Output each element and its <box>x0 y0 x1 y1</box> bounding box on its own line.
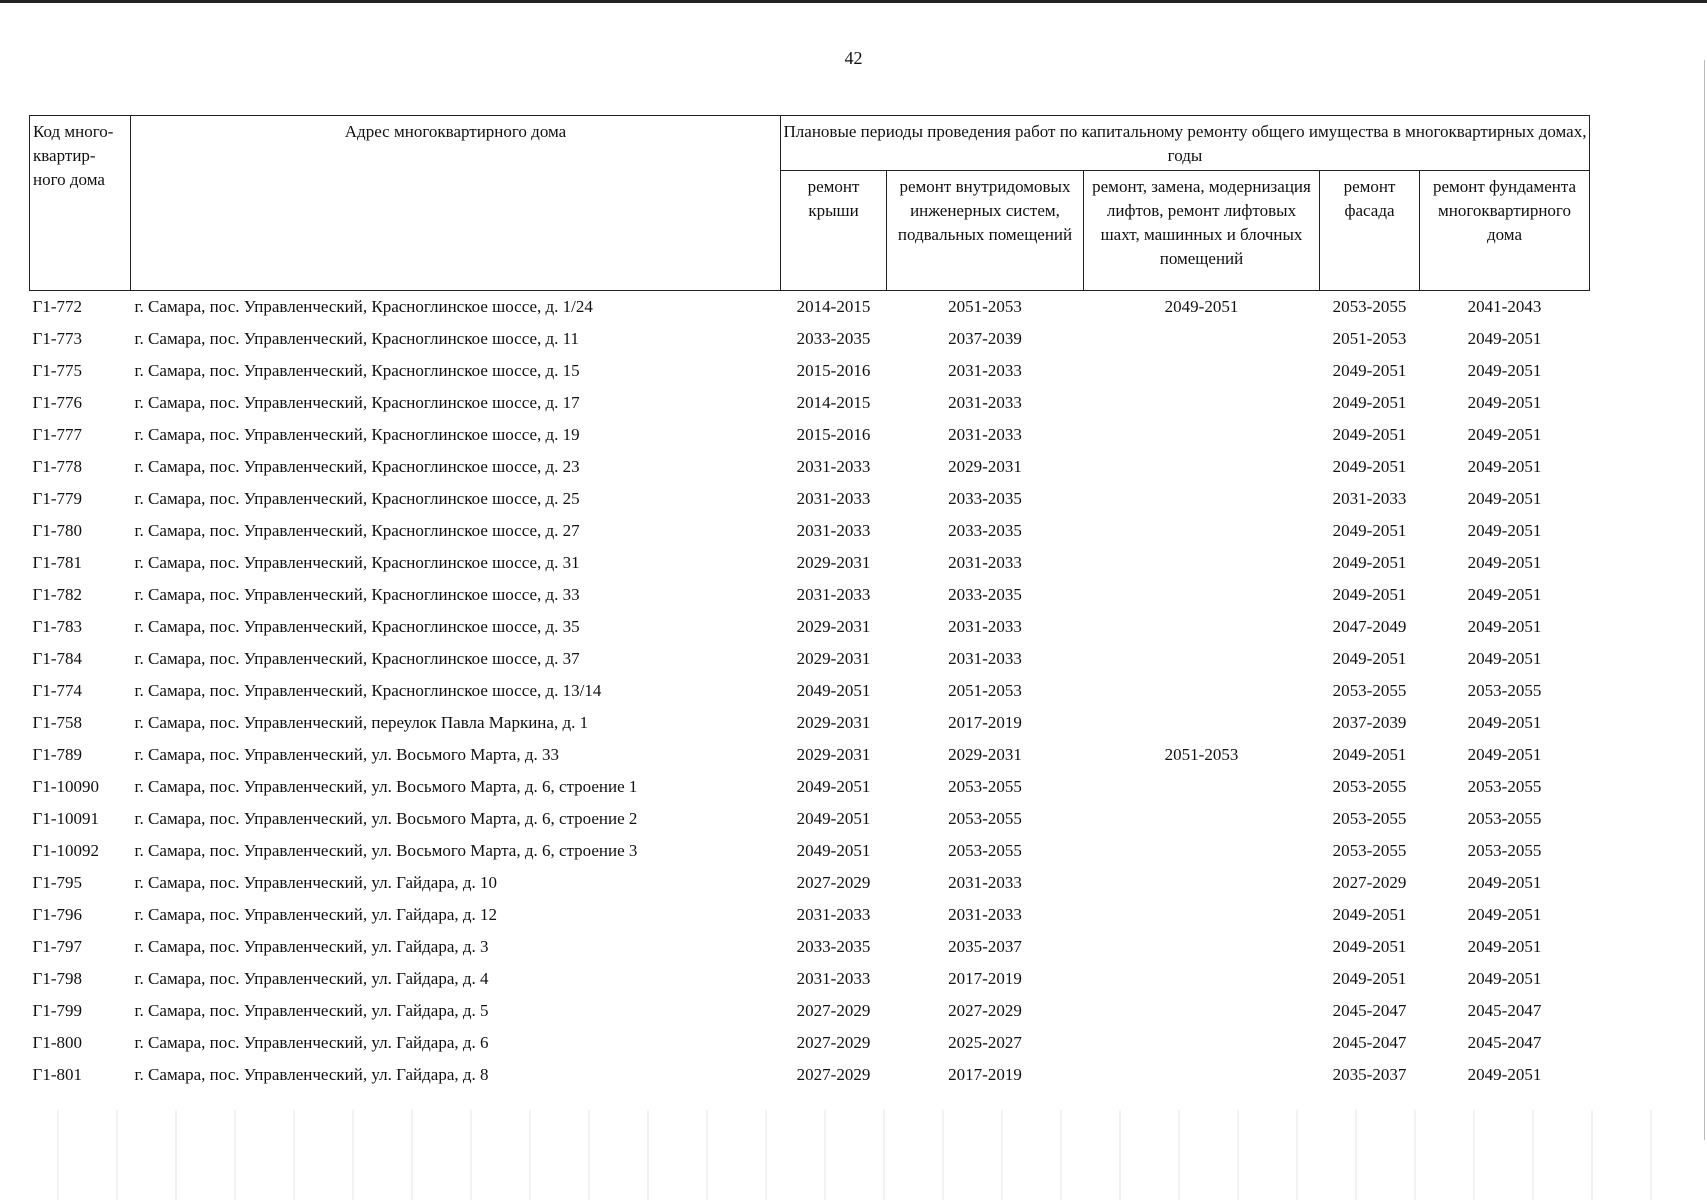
header-facade: ремонт фасада <box>1320 171 1420 291</box>
cell-foundation: 2049-2051 <box>1467 329 1542 348</box>
cell-foundation: 2049-2051 <box>1467 585 1542 604</box>
cell-engineering: 2031-2033 <box>948 425 1022 444</box>
cell-facade: 2037-2039 <box>1332 713 1407 732</box>
cell-foundation: 2049-2051 <box>1467 489 1542 508</box>
table-row <box>30 451 1590 483</box>
cell-foundation: 2053-2055 <box>1467 777 1542 796</box>
cell-code: Г1-800 <box>32 1033 82 1052</box>
scan-right-edge <box>1704 60 1705 1140</box>
cell-foundation: 2049-2051 <box>1467 457 1542 476</box>
cell-address: г. Самара, пос. Управленческий, переулок Павла Маркина, д. 1 <box>134 713 589 732</box>
cell-elevators <box>1084 867 1320 899</box>
cell-roof: 2027-2029 <box>796 1065 871 1084</box>
cell-elevators <box>1084 963 1320 995</box>
cell-elevators: 2051-2053 <box>1164 745 1239 764</box>
cell-roof: 2031-2033 <box>796 585 871 604</box>
table-row <box>30 707 1590 739</box>
cell-engineering: 2037-2039 <box>948 329 1022 348</box>
table-body <box>30 291 1590 1092</box>
cell-address: г. Самара, пос. Управленческий, Красноглинское шоссе, д. 33 <box>134 585 580 604</box>
cell-foundation: 2049-2051 <box>1467 553 1542 572</box>
cell-code: Г1-784 <box>32 649 82 668</box>
cell-roof: 2031-2033 <box>796 521 871 540</box>
cell-roof: 2027-2029 <box>796 1001 871 1020</box>
cell-code: Г1-789 <box>32 745 82 764</box>
table-row <box>30 355 1590 387</box>
cell-address: г. Самара, пос. Управленческий, Красноглинское шоссе, д. 1/24 <box>134 297 593 316</box>
table-row <box>30 963 1590 995</box>
cell-address: г. Самара, пос. Управленческий, ул. Гайдара, д. 6 <box>134 1033 489 1052</box>
cell-code: Г1-795 <box>32 873 82 892</box>
cell-elevators <box>1084 643 1320 675</box>
cell-foundation: 2049-2051 <box>1467 713 1542 732</box>
cell-address: г. Самара, пос. Управленческий, ул. Гайдара, д. 12 <box>134 905 498 924</box>
cell-facade: 2049-2051 <box>1332 905 1407 924</box>
cell-foundation: 2049-2051 <box>1467 649 1542 668</box>
cell-elevators <box>1084 675 1320 707</box>
cell-address: г. Самара, пос. Управленческий, Красноглинское шоссе, д. 17 <box>134 393 580 412</box>
cell-elevators <box>1084 931 1320 963</box>
cell-elevators <box>1084 515 1320 547</box>
cell-elevators <box>1084 835 1320 867</box>
cell-code: Г1-10090 <box>32 777 99 796</box>
cell-code: Г1-796 <box>32 905 82 924</box>
cell-code: Г1-782 <box>32 585 82 604</box>
cell-engineering: 2035-2037 <box>948 937 1022 956</box>
cell-roof: 2014-2015 <box>796 393 871 412</box>
cell-address: г. Самара, пос. Управленческий, Красноглинское шоссе, д. 37 <box>134 649 580 668</box>
cell-foundation: 2053-2055 <box>1467 681 1542 700</box>
cell-address: г. Самара, пос. Управленческий, Красноглинское шоссе, д. 19 <box>134 425 580 444</box>
cell-code: Г1-783 <box>32 617 82 636</box>
cell-code: Г1-780 <box>32 521 82 540</box>
cell-address: г. Самара, пос. Управленческий, ул. Гайдара, д. 8 <box>134 1065 489 1084</box>
cell-elevators <box>1084 771 1320 803</box>
cell-code: Г1-778 <box>32 457 82 476</box>
cell-elevators <box>1084 387 1320 419</box>
cell-foundation: 2049-2051 <box>1467 393 1542 412</box>
cell-engineering: 2031-2033 <box>948 649 1022 668</box>
cell-foundation: 2053-2055 <box>1467 809 1542 828</box>
cell-engineering: 2031-2033 <box>948 393 1022 412</box>
cell-address: г. Самара, пос. Управленческий, Красноглинское шоссе, д. 35 <box>134 617 580 636</box>
cell-code: Г1-799 <box>32 1001 82 1020</box>
cell-roof: 2049-2051 <box>796 841 871 860</box>
cell-code: Г1-772 <box>32 297 82 316</box>
cell-address: г. Самара, пос. Управленческий, Красноглинское шоссе, д. 25 <box>134 489 580 508</box>
cell-roof: 2015-2016 <box>796 361 871 380</box>
cell-elevators <box>1084 1059 1320 1091</box>
table-row <box>30 643 1590 675</box>
cell-facade: 2053-2055 <box>1332 809 1407 828</box>
cell-engineering: 2053-2055 <box>948 809 1022 828</box>
cell-address: г. Самара, пос. Управленческий, Красноглинское шоссе, д. 11 <box>134 329 580 348</box>
cell-engineering: 2027-2029 <box>948 1001 1022 1020</box>
cell-engineering: 2031-2033 <box>948 873 1022 892</box>
cell-roof: 2029-2031 <box>796 553 871 572</box>
cell-code: Г1-758 <box>32 713 82 732</box>
cell-elevators <box>1084 803 1320 835</box>
cell-facade: 2049-2051 <box>1332 425 1407 444</box>
header-engineering: ремонт внутридомовых инженерных систем, подвальных помещений <box>887 171 1084 291</box>
cell-foundation: 2049-2051 <box>1467 1065 1542 1084</box>
header-periods: Плановые периоды проведения работ по капитальному ремонту общего имущества в многоквартирных домах, годы <box>781 116 1590 171</box>
cell-foundation: 2049-2051 <box>1467 969 1542 988</box>
cell-engineering: 2051-2053 <box>948 297 1022 316</box>
header-roof: ремонт крыши <box>781 171 887 291</box>
cell-roof: 2033-2035 <box>796 937 871 956</box>
cell-facade: 2047-2049 <box>1332 617 1407 636</box>
cell-address: г. Самара, пос. Управленческий, ул. Восьмого Марта, д. 33 <box>134 745 559 764</box>
cell-foundation: 2049-2051 <box>1467 905 1542 924</box>
cell-facade: 2053-2055 <box>1332 681 1407 700</box>
table-row <box>30 547 1590 579</box>
cell-facade: 2049-2051 <box>1332 649 1407 668</box>
cell-foundation: 2049-2051 <box>1467 425 1542 444</box>
cell-facade: 2049-2051 <box>1332 969 1407 988</box>
cell-foundation: 2041-2043 <box>1467 297 1542 316</box>
table-row <box>30 739 1590 771</box>
cell-elevators <box>1084 547 1320 579</box>
table-row <box>30 291 1590 324</box>
cell-foundation: 2049-2051 <box>1467 745 1542 764</box>
cell-elevators <box>1084 899 1320 931</box>
table-row <box>30 931 1590 963</box>
cell-facade: 2049-2051 <box>1332 393 1407 412</box>
cell-roof: 2031-2033 <box>796 457 871 476</box>
table-row <box>30 387 1590 419</box>
cell-foundation: 2049-2051 <box>1467 617 1542 636</box>
cell-elevators: 2049-2051 <box>1164 297 1239 316</box>
cell-code: Г1-774 <box>32 681 82 700</box>
cell-elevators <box>1084 451 1320 483</box>
cell-roof: 2031-2033 <box>796 905 871 924</box>
table-row <box>30 323 1590 355</box>
cell-facade: 2051-2053 <box>1332 329 1407 348</box>
page-number: 42 <box>844 48 863 68</box>
cell-foundation: 2049-2051 <box>1467 361 1542 380</box>
cell-address: г. Самара, пос. Управленческий, ул. Гайдара, д. 4 <box>134 969 489 988</box>
cell-facade: 2049-2051 <box>1332 585 1407 604</box>
cell-roof: 2049-2051 <box>796 809 871 828</box>
scan-noise <box>0 1110 1707 1200</box>
cell-address: г. Самара, пос. Управленческий, Красноглинское шоссе, д. 27 <box>134 521 580 540</box>
cell-engineering: 2053-2055 <box>948 841 1022 860</box>
cell-engineering: 2033-2035 <box>948 489 1022 508</box>
cell-facade: 2027-2029 <box>1332 873 1407 892</box>
cell-code: Г1-798 <box>32 969 82 988</box>
header-foundation: ремонт фундамента многоквартирного дома <box>1420 171 1590 291</box>
cell-facade: 2049-2051 <box>1332 937 1407 956</box>
cell-facade: 2053-2055 <box>1332 777 1407 796</box>
table-row <box>30 1027 1590 1059</box>
cell-engineering: 2025-2027 <box>948 1033 1022 1052</box>
table-row <box>30 611 1590 643</box>
table-row <box>30 675 1590 707</box>
cell-address: г. Самара, пос. Управленческий, Красноглинское шоссе, д. 13/14 <box>134 681 602 700</box>
cell-elevators <box>1084 419 1320 451</box>
cell-facade: 2045-2047 <box>1332 1033 1407 1052</box>
cell-code: Г1-801 <box>32 1065 82 1084</box>
cell-elevators <box>1084 323 1320 355</box>
cell-engineering: 2031-2033 <box>948 617 1022 636</box>
cell-elevators <box>1084 579 1320 611</box>
cell-facade: 2045-2047 <box>1332 1001 1407 1020</box>
cell-code: Г1-775 <box>32 361 82 380</box>
cell-code: Г1-776 <box>32 393 82 412</box>
cell-facade: 2049-2051 <box>1332 457 1407 476</box>
cell-facade: 2053-2055 <box>1332 841 1407 860</box>
cell-roof: 2029-2031 <box>796 713 871 732</box>
cell-engineering: 2031-2033 <box>948 905 1022 924</box>
cell-code: Г1-10091 <box>32 809 99 828</box>
table-row <box>30 995 1590 1027</box>
cell-engineering: 2031-2033 <box>948 553 1022 572</box>
cell-roof: 2033-2035 <box>796 329 871 348</box>
cell-elevators <box>1084 707 1320 739</box>
cell-elevators <box>1084 1027 1320 1059</box>
cell-facade: 2035-2037 <box>1332 1065 1407 1084</box>
table-row <box>30 771 1590 803</box>
cell-address: г. Самара, пос. Управленческий, ул. Гайдара, д. 10 <box>134 873 498 892</box>
cell-engineering: 2017-2019 <box>948 713 1022 732</box>
cell-foundation: 2045-2047 <box>1467 1033 1542 1052</box>
cell-roof: 2015-2016 <box>796 425 871 444</box>
cell-elevators <box>1084 995 1320 1027</box>
cell-engineering: 2033-2035 <box>948 585 1022 604</box>
cell-address: г. Самара, пос. Управленческий, Красноглинское шоссе, д. 31 <box>134 553 580 572</box>
cell-roof: 2027-2029 <box>796 873 871 892</box>
cell-code: Г1-10092 <box>32 841 99 860</box>
cell-roof: 2029-2031 <box>796 649 871 668</box>
cell-engineering: 2051-2053 <box>948 681 1022 700</box>
cell-roof: 2014-2015 <box>796 297 871 316</box>
capital-repair-schedule-table <box>29 115 1590 1091</box>
cell-facade: 2049-2051 <box>1332 553 1407 572</box>
cell-facade: 2053-2055 <box>1332 297 1407 316</box>
cell-engineering: 2029-2031 <box>948 745 1022 764</box>
table-row <box>30 867 1590 899</box>
cell-roof: 2029-2031 <box>796 617 871 636</box>
cell-engineering: 2033-2035 <box>948 521 1022 540</box>
cell-elevators <box>1084 483 1320 515</box>
cell-foundation: 2045-2047 <box>1467 1001 1542 1020</box>
cell-address: г. Самара, пос. Управленческий, Красноглинское шоссе, д. 15 <box>134 361 580 380</box>
cell-roof: 2049-2051 <box>796 777 871 796</box>
cell-facade: 2049-2051 <box>1332 361 1407 380</box>
cell-engineering: 2017-2019 <box>948 969 1022 988</box>
cell-code: Г1-779 <box>32 489 82 508</box>
table-row <box>30 1059 1590 1091</box>
cell-facade: 2031-2033 <box>1332 489 1407 508</box>
cell-address: г. Самара, пос. Управленческий, ул. Восьмого Марта, д. 6, строение 3 <box>134 841 638 860</box>
cell-foundation: 2053-2055 <box>1467 841 1542 860</box>
table-row <box>30 803 1590 835</box>
cell-roof: 2031-2033 <box>796 969 871 988</box>
cell-facade: 2049-2051 <box>1332 521 1407 540</box>
cell-roof: 2029-2031 <box>796 745 871 764</box>
cell-code: Г1-777 <box>32 425 82 444</box>
table-row <box>30 483 1590 515</box>
cell-code: Г1-781 <box>32 553 82 572</box>
cell-address: г. Самара, пос. Управленческий, ул. Восьмого Марта, д. 6, строение 2 <box>134 809 638 828</box>
cell-facade: 2049-2051 <box>1332 745 1407 764</box>
cell-code: Г1-797 <box>32 937 82 956</box>
cell-address: г. Самара, пос. Управленческий, Красноглинское шоссе, д. 23 <box>134 457 580 476</box>
cell-elevators <box>1084 611 1320 643</box>
cell-roof: 2031-2033 <box>796 489 871 508</box>
cell-foundation: 2049-2051 <box>1467 521 1542 540</box>
table-row <box>30 899 1590 931</box>
table-row <box>30 515 1590 547</box>
cell-address: г. Самара, пос. Управленческий, ул. Гайдара, д. 5 <box>134 1001 489 1020</box>
cell-address: г. Самара, пос. Управленческий, ул. Гайдара, д. 3 <box>134 937 489 956</box>
cell-engineering: 2031-2033 <box>948 361 1022 380</box>
header-code: Код много-квартир-ного дома <box>30 116 131 291</box>
header-elevators: ремонт, замена, модернизация лифтов, ремонт лифтовых шахт, машинных и блочных помещений <box>1084 171 1320 291</box>
table-row <box>30 835 1590 867</box>
cell-engineering: 2053-2055 <box>948 777 1022 796</box>
cell-roof: 2027-2029 <box>796 1033 871 1052</box>
cell-address: г. Самара, пос. Управленческий, ул. Восьмого Марта, д. 6, строение 1 <box>134 777 638 796</box>
cell-foundation: 2049-2051 <box>1467 937 1542 956</box>
cell-elevators <box>1084 355 1320 387</box>
cell-foundation: 2049-2051 <box>1467 873 1542 892</box>
cell-engineering: 2017-2019 <box>948 1065 1022 1084</box>
scan-top-border <box>0 0 1707 3</box>
table-row <box>30 419 1590 451</box>
header-address: Адрес многоквартирного дома <box>131 116 781 291</box>
cell-code: Г1-773 <box>32 329 82 348</box>
cell-engineering: 2029-2031 <box>948 457 1022 476</box>
cell-roof: 2049-2051 <box>796 681 871 700</box>
table-row <box>30 579 1590 611</box>
